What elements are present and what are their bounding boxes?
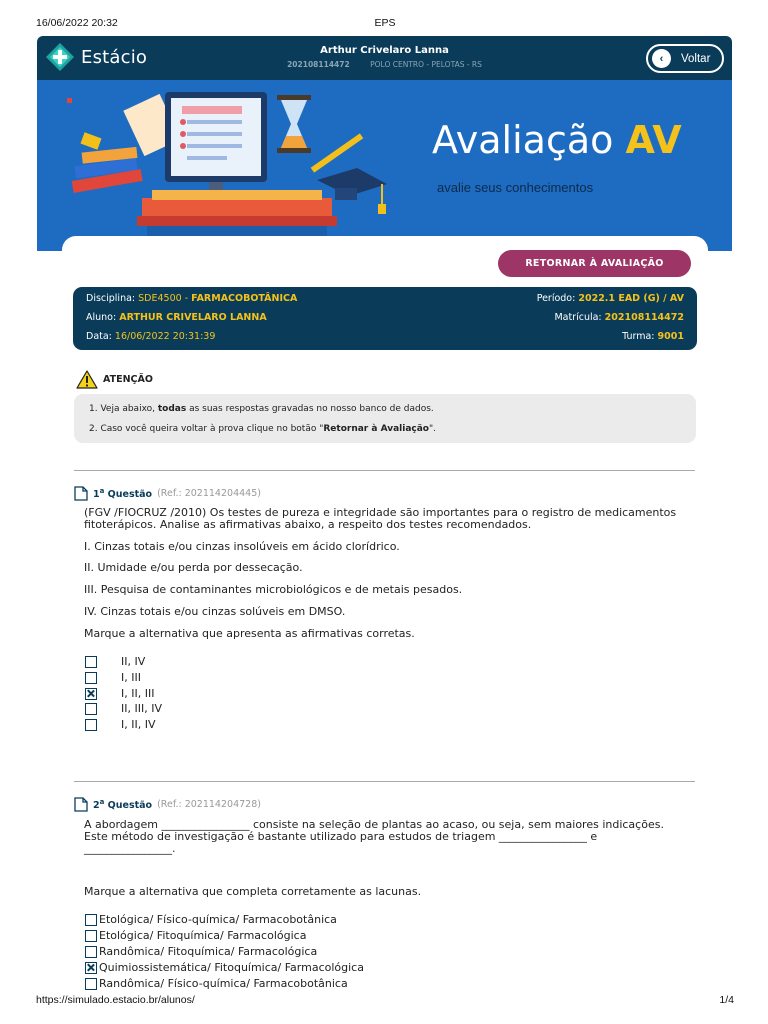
question-1-number [93, 487, 152, 500]
data-value: 16/06/2022 20:31:39 [114, 331, 216, 342]
print-datetime: 16/06/2022 20:32 [36, 17, 118, 29]
option-checkbox[interactable] [85, 914, 97, 926]
question-1-header [74, 486, 261, 501]
attention-box [74, 394, 696, 443]
disciplina-label: Disciplina: [86, 293, 136, 304]
banner-title [432, 118, 682, 162]
option-checkbox[interactable] [85, 672, 97, 684]
top-bar [37, 36, 732, 80]
disciplina-code: SDE4500 - [138, 293, 189, 304]
option-label: Etológica/ Fitoquímica/ Farmacológica [99, 929, 307, 942]
periodo-label: Período: [536, 293, 576, 304]
question-1-line-7: Marque a alternativa que apresenta as afirmativas corretas. [84, 627, 415, 640]
option-checkbox[interactable] [85, 656, 97, 668]
matricula-value: 202108114472 [604, 312, 684, 323]
option-label: Etológica/ Físico-química/ Farmacobotânica [99, 913, 337, 926]
user-campus: POLO CENTRO - PELOTAS - RS [370, 60, 482, 69]
question-2-line-3: ________________. [84, 842, 176, 855]
back-button[interactable] [646, 44, 724, 73]
question-separator [74, 781, 695, 782]
question-1-line-2: fitoterápicos. Analise as afirmativas abaixo, a respeito dos testes recomendados. [84, 518, 532, 531]
data-label: Data: [86, 331, 112, 342]
print-footer [36, 994, 734, 1008]
matricula-field [554, 312, 684, 323]
option-checkbox-checked[interactable] [85, 688, 97, 700]
option-label: II, III, IV [121, 702, 162, 715]
return-to-exam-button[interactable]: RETORNAR À AVALIAÇÃO [498, 250, 691, 277]
aluno-field [86, 312, 267, 323]
matricula-label: Matrícula: [554, 312, 602, 323]
exam-info-panel [73, 287, 697, 350]
estacio-logo-icon [45, 42, 75, 72]
option-checkbox[interactable] [85, 978, 97, 990]
option-checkbox[interactable] [85, 946, 97, 958]
question-1-option-3[interactable] [85, 687, 154, 700]
question-2-option-1[interactable] [85, 913, 337, 926]
warning-icon [76, 370, 98, 389]
question-2-option-3[interactable] [85, 945, 317, 958]
banner-subtitle: avalie seus conhecimentos [437, 180, 594, 195]
data-field [86, 331, 215, 342]
question-2-ref: (Ref.: 202114204728) [157, 799, 261, 810]
attention-item-2-pre: 2. Caso você queira voltar à prova clique no botão " [89, 424, 324, 434]
attention-title: ATENÇÃO [103, 374, 153, 385]
disciplina-field [86, 293, 297, 304]
document-icon [74, 486, 88, 501]
question-1-sup: a [99, 486, 105, 495]
banner-title-accent: AV [625, 118, 682, 162]
chevron-left-icon: ‹ [652, 49, 671, 68]
print-page: 1/4 [719, 994, 734, 1006]
turma-label: Turma: [622, 331, 655, 342]
banner [37, 80, 732, 251]
option-label: I, III [121, 671, 141, 684]
aluno-label: Aluno: [86, 312, 117, 323]
disciplina-name: FARMACOBOTÂNICA [191, 293, 298, 304]
question-1-line-6: IV. Cinzas totais e/ou cinzas solúveis em DMSO. [84, 605, 346, 618]
question-1-option-4[interactable] [85, 702, 162, 715]
question-1-line-1: (FGV /FIOCRUZ /2010) Os testes de pureza e integridade são importantes para o registro de medicamentos [84, 506, 677, 519]
question-2-line-4: Marque a alternativa que completa corretamente as lacunas. [84, 885, 422, 898]
option-checkbox[interactable] [85, 703, 97, 715]
attention-item-1-post: as suas respostas gravadas no nosso banco de dados. [186, 404, 434, 414]
question-1-label: Questão [104, 489, 153, 501]
attention-item-1-bold: todas [157, 404, 187, 414]
question-2-option-5[interactable] [85, 977, 348, 990]
user-meta [257, 60, 512, 69]
user-name: Arthur Crivelaro Lanna [320, 45, 449, 56]
question-2-label: Questão [104, 800, 153, 812]
attention-item-2-post: ". [429, 424, 437, 434]
question-1-ref: (Ref.: 202114204445) [157, 488, 261, 499]
aluno-value: ARTHUR CRIVELARO LANNA [119, 312, 267, 323]
question-1-option-1[interactable] [85, 655, 145, 668]
question-1-line-5: III. Pesquisa de contaminantes microbiológicos e de metais pesados. [84, 583, 463, 596]
question-2-number [93, 798, 152, 811]
question-1-option-2[interactable] [85, 671, 141, 684]
attention-header [76, 370, 153, 389]
print-title: EPS [374, 17, 396, 29]
option-label: I, II, III [121, 687, 155, 700]
option-checkbox[interactable] [85, 719, 97, 731]
option-label: Quimiossistemática/ Fitoquímica/ Farmacológica [99, 961, 364, 974]
attention-item-1 [89, 404, 434, 414]
attention-item-2 [89, 424, 436, 434]
question-2-line-2: Este método de investigação é bastante utilizado para estudos de triagem ________________ e [84, 830, 598, 843]
user-id: 202108114472 [287, 60, 350, 69]
question-1-option-5[interactable] [85, 718, 156, 731]
question-2-option-4[interactable] [85, 961, 364, 974]
print-header [36, 17, 734, 31]
attention-item-1-pre: 1. Veja abaixo, [89, 404, 158, 414]
estacio-logo[interactable] [45, 42, 147, 72]
banner-title-main: Avaliação [432, 118, 614, 162]
user-info [257, 45, 512, 69]
logo-text: Estácio [81, 46, 148, 68]
question-2-num: 2 [93, 800, 100, 812]
question-2-header [74, 797, 261, 812]
option-label: I, II, IV [121, 718, 156, 731]
turma-field [622, 331, 684, 342]
option-checkbox-checked[interactable] [85, 962, 97, 974]
turma-value: 9001 [657, 331, 684, 342]
option-checkbox[interactable] [85, 930, 97, 942]
option-label: II, IV [121, 655, 146, 668]
print-url: https://simulado.estacio.br/alunos/ [36, 994, 195, 1006]
question-2-option-2[interactable] [85, 929, 306, 942]
periodo-value: 2022.1 EAD (G) / AV [578, 293, 684, 304]
question-1-line-3: I. Cinzas totais e/ou cinzas insolúveis em ácido clorídrico. [84, 540, 400, 553]
option-label: Randômica/ Fitoquímica/ Farmacológica [99, 945, 318, 958]
question-1-line-4: II. Umidade e/ou perda por dessecação. [84, 561, 303, 574]
exam-illustration [37, 80, 417, 251]
option-label: Randômica/ Físico-química/ Farmacobotânica [99, 977, 348, 990]
question-2-sup: a [99, 797, 105, 806]
periodo-field [537, 293, 684, 304]
document-icon [74, 797, 88, 812]
question-1-num: 1 [93, 489, 100, 501]
question-2-line-1: A abordagem ________________ consiste na seleção de plantas ao acaso, ou seja, sem maiores indicações. [84, 818, 664, 831]
question-separator [74, 470, 695, 471]
attention-item-2-bold: Retornar à Avaliação [323, 424, 429, 434]
back-button-label: Voltar [681, 52, 711, 65]
